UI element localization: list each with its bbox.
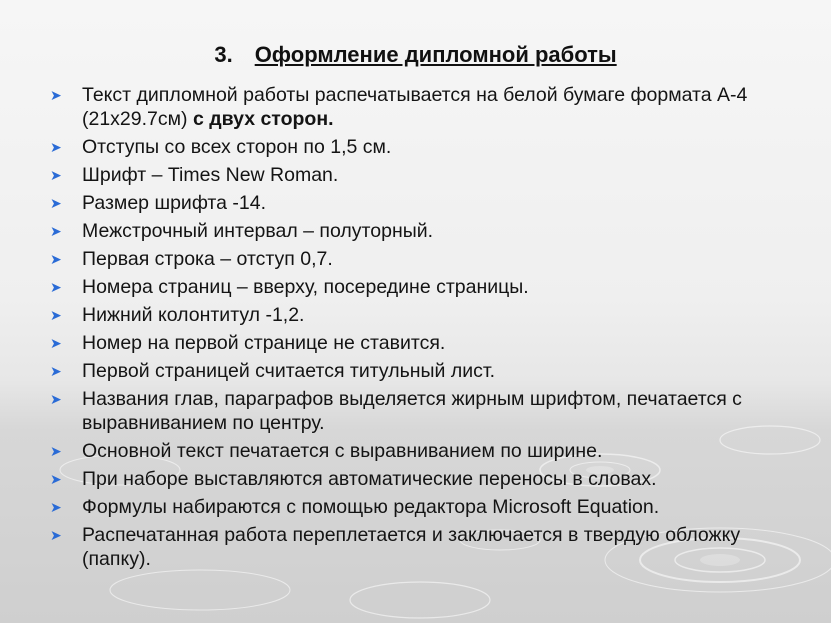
item-text: Шрифт – Times New Roman. xyxy=(82,164,339,186)
triangle-right-icon: ➤ xyxy=(50,391,62,407)
item-text: Формулы набираются с помощью редактора Microsoft Equation. xyxy=(82,496,660,518)
item-bold-text: с двух сторон. xyxy=(192,108,334,130)
item-text: Первая строка – отступ 0,7. xyxy=(82,248,333,270)
item-text: Отступы со всех сторон по 1,5 см. xyxy=(82,136,392,158)
item-text: Текст дипломной работы распечатывается на белой бумаге формата А-4 (21х29.7см) xyxy=(82,84,748,130)
triangle-right-icon: ➤ xyxy=(50,527,62,543)
slide-title xyxy=(0,40,831,70)
list-item xyxy=(0,83,831,131)
triangle-right-icon: ➤ xyxy=(50,167,62,183)
triangle-right-icon: ➤ xyxy=(50,363,62,379)
item-text: Названия глав, параграфов выделяется жирным шрифтом, печатается с выравниванием по центру. xyxy=(82,388,742,434)
list-item xyxy=(0,135,831,159)
item-text: Номер на первой странице не ставится. xyxy=(82,332,446,354)
list-item xyxy=(0,275,831,299)
item-text: Нижний колонтитул -1,2. xyxy=(82,304,305,326)
triangle-right-icon: ➤ xyxy=(50,307,62,323)
list-item xyxy=(0,191,831,215)
item-text: При наборе выставляются автоматические переносы в словах. xyxy=(82,468,657,490)
list-item xyxy=(0,359,831,383)
list-item xyxy=(0,219,831,243)
item-text: Основной текст печатается с выравниванием по ширине. xyxy=(82,440,603,462)
list-item xyxy=(0,387,831,435)
list-item xyxy=(0,467,831,491)
item-text: Номера страниц – вверху, посередине страницы. xyxy=(82,276,529,298)
triangle-right-icon: ➤ xyxy=(50,279,62,295)
title-text: Оформление дипломной работы xyxy=(254,42,617,67)
triangle-right-icon: ➤ xyxy=(50,87,62,103)
item-text: Размер шрифта -14. xyxy=(82,192,267,214)
triangle-right-icon: ➤ xyxy=(50,499,62,515)
triangle-right-icon: ➤ xyxy=(50,223,62,239)
triangle-right-icon: ➤ xyxy=(50,139,62,155)
item-text: Первой страницей считается титульный лист. xyxy=(82,360,496,382)
list-item xyxy=(0,163,831,187)
triangle-right-icon: ➤ xyxy=(50,195,62,211)
triangle-right-icon: ➤ xyxy=(50,471,62,487)
list-item xyxy=(0,331,831,355)
item-text: Межстрочный интервал – полуторный. xyxy=(82,220,434,242)
triangle-right-icon: ➤ xyxy=(50,443,62,459)
item-text: Распечатанная работа переплетается и заключается в твердую обложку (папку). xyxy=(82,524,741,570)
triangle-right-icon: ➤ xyxy=(50,335,62,351)
title-number: 3. xyxy=(214,42,233,67)
list-item xyxy=(0,495,831,519)
triangle-right-icon: ➤ xyxy=(50,251,62,267)
list-item xyxy=(0,247,831,271)
list-item xyxy=(0,303,831,327)
list-item xyxy=(0,523,831,571)
list-item xyxy=(0,439,831,463)
bullet-list xyxy=(0,83,831,575)
